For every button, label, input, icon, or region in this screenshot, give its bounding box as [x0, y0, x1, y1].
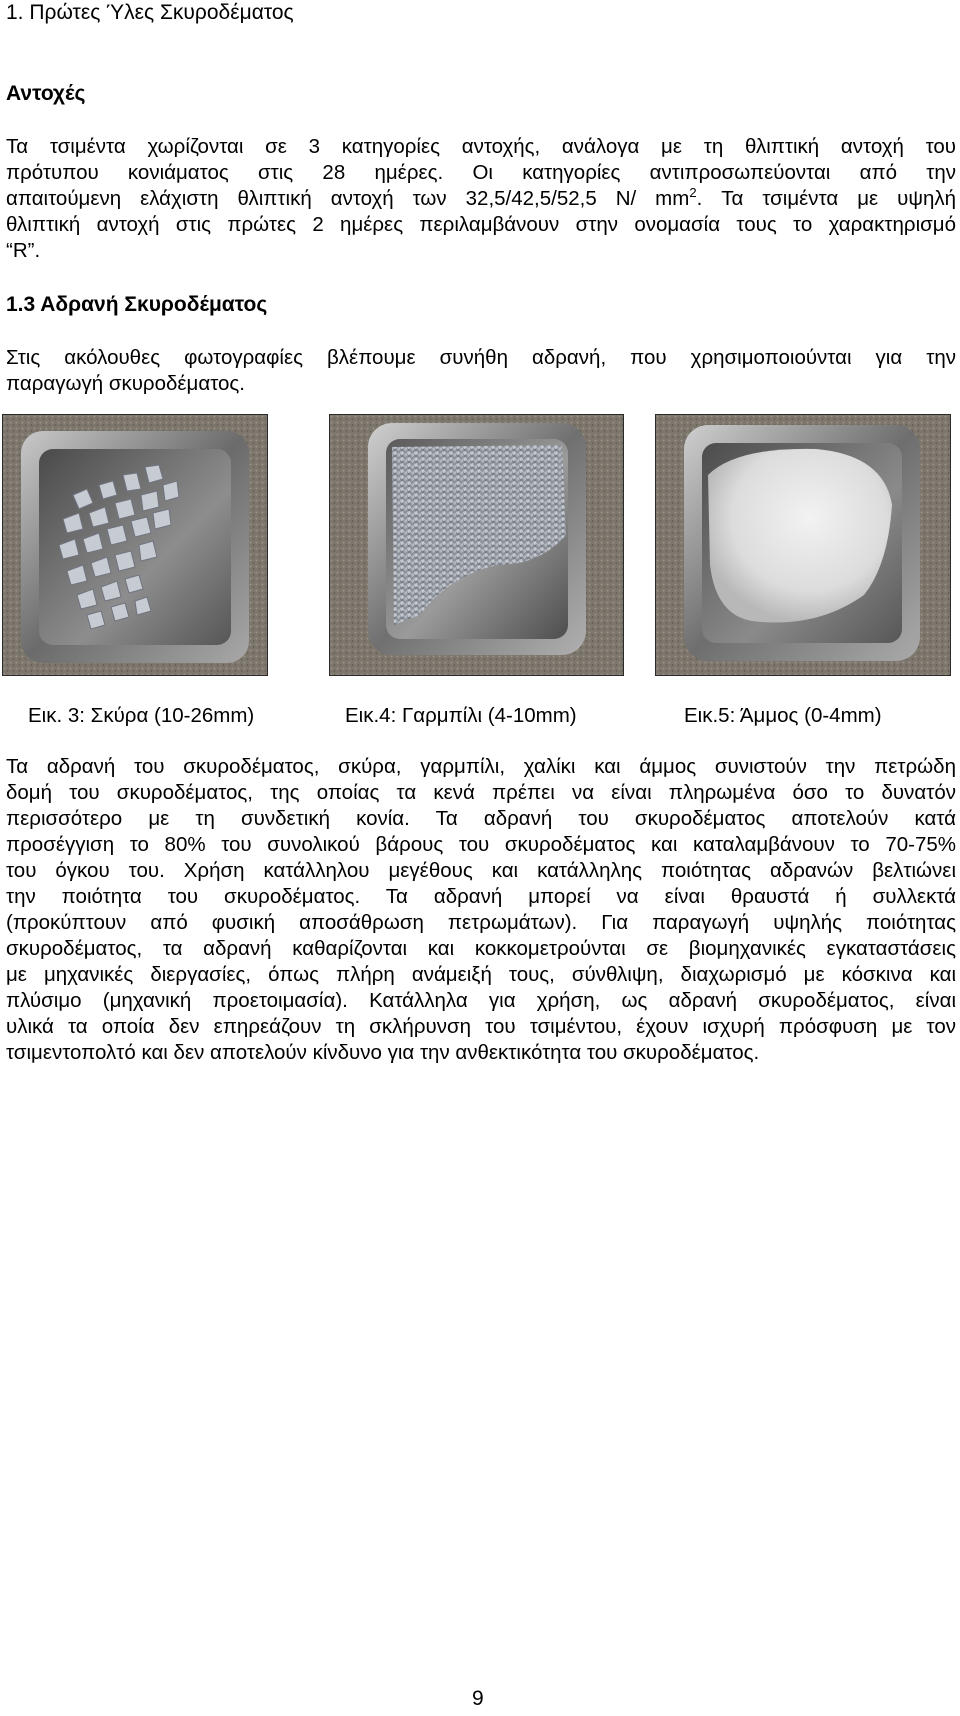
paragraph-line: την ποιότητα του σκυροδέματος. Τα αδρανή μπορεί να είναι θραυστά ή συλλεκτά	[6, 885, 956, 908]
coarse-gravel-photo	[2, 414, 268, 676]
fine-gravel-photo	[329, 414, 624, 676]
paragraph-line: περισσότερο με τη συνδετική κονία. Τα αδρανή του σκυροδέματος αποτελούν κατά	[6, 807, 956, 830]
figure-4-caption: Εικ.4: Γαρμπίλι (4-10mm)	[345, 704, 577, 727]
paragraph-line: προσέγγιση το 80% του συνολικού βάρους του σκυροδέματος και καταλαμβάνουν το 70-75%	[6, 833, 956, 856]
paragraph-line: του όγκου του. Χρήση κατάλληλου μεγέθους και κατάλληλης ποιότητας αδρανών βελτιώνει	[6, 859, 956, 882]
sand-image	[656, 415, 950, 675]
paragraph-line: θλιπτική αντοχή στις πρώτες 2 ημέρες περιλαμβάνουν στην ονομασία τους το χαρακτηρισμό	[6, 213, 956, 236]
paragraph-line: σκυροδέματος, τα αδρανή καθαρίζονται και κοκκομετρούνται σε βιομηχανικές εγκαταστάσεις	[6, 937, 956, 960]
figure-3-caption: Εικ. 3: Σκύρα (10-26mm)	[28, 704, 255, 727]
superscript: 2	[689, 185, 697, 200]
page-header-title: 1. Πρώτες Ύλες Σκυροδέματος	[6, 1, 294, 24]
paragraph-line: τσιμεντοπολτό και δεν αποτελούν κίνδυνο για την ανθεκτικότητα του σκυροδέματος.	[6, 1041, 760, 1064]
fine-gravel-image	[330, 415, 623, 675]
paragraph-line: δομή του σκυροδέματος, της οποίας τα κενά πρέπει να είναι πληρωμένα όσο το δυνατόν	[6, 781, 956, 804]
paragraph-line: (προκύπτουν από φυσική αποσάθρωση πετρωμάτων). Για παραγωγή υψηλής ποιότητας	[6, 911, 956, 934]
strength-paragraph	[6, 134, 956, 264]
paragraph-line: υλικά τα οποία δεν επηρεάζουν τη σκλήρυνση του τσιμέντου, έχουν ισχυρή πρόσφυση με τον	[6, 1015, 956, 1038]
page-number: 9	[472, 1687, 484, 1710]
paragraph-line	[6, 186, 956, 212]
aggregates-heading: 1.3 Αδρανή Σκυροδέματος	[6, 293, 268, 316]
paragraph-line: Στις ακόλουθες φωτογραφίες βλέπουμε συνήθη αδρανή, που χρησιμοποιούνται για την	[6, 346, 956, 369]
aggregates-intro-paragraph	[6, 345, 956, 397]
aggregates-body-paragraph	[6, 754, 956, 1066]
sand-photo	[655, 414, 951, 676]
coarse-gravel-image	[3, 415, 267, 675]
paragraph-line: πρότυπου κονιάματος στις 28 ημέρες. Οι κατηγορίες αντιπροσωπεύονται από την	[6, 161, 956, 184]
paragraph-text: . Τα τσιμέντα με υψηλή	[696, 187, 956, 210]
paragraph-text: απαιτούμενη ελάχιστη θλιπτική αντοχή των 32,5/42,5/52,5 N/ mm	[6, 187, 690, 210]
paragraph-line: Τα αδρανή του σκυροδέματος, σκύρα, γαρμπίλι, χαλίκι και άμμος συνιστούν την πετρώδη	[6, 755, 956, 778]
strength-heading: Αντοχές	[6, 82, 86, 105]
paragraph-line: παραγωγή σκυροδέματος.	[6, 372, 245, 395]
paragraph-line: με μηχανικές διεργασίες, όπως πλήρη ανάμειξή τους, σύνθλιψη, διαχωρισμό με κόσκινα και	[6, 963, 956, 986]
figure-5-caption: Εικ.5: Άμμος (0-4mm)	[684, 704, 882, 727]
paragraph-line: πλύσιμο (μηχανική προετοιμασία). Κατάλληλα για χρήση, ως αδρανή σκυροδέματος, είναι	[6, 989, 956, 1012]
paragraph-line: “R”.	[6, 239, 41, 262]
paragraph-line: Τα τσιμέντα χωρίζονται σε 3 κατηγορίες αντοχής, ανάλογα με τη θλιπτική αντοχή του	[6, 135, 956, 158]
